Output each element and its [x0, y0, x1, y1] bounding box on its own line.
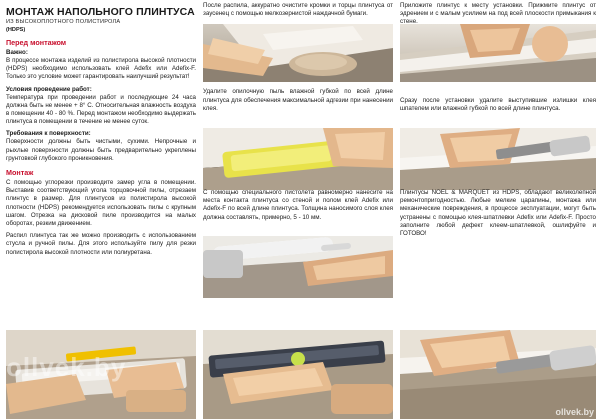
section-mounting: Монтаж	[6, 168, 34, 178]
section-before-mounting: Перед монтажом	[6, 38, 67, 47]
watermark-small: ollvek.by	[555, 407, 594, 417]
photo-applying-glue-gun	[203, 236, 393, 298]
page-subtitle: ИЗ ВЫСОКОПЛОТНОГО ПОЛИСТИРОЛА	[6, 19, 121, 25]
text-glue-application: С помощью специального пистолета равномерно нанесите на места контакта плинтуса со стеной и полом клей Adefix или Adefix-F по всей длине плинтуса. Толщина наносимого слоя клея должна составлять, примерно, 5 - 10 мм.	[203, 189, 393, 221]
text-mounting-2: Распил плинтуса так же можно производить с использованием стусла и ручной пилы. Для этого используйте пилу для резки полистирола высокой плотности или полиуретана.	[6, 232, 196, 256]
text-wiping-dust: Удалите опилочную пыль влажной губкой по всей длине плинтуса для обеспечения максимальной адгезии при нанесении клея.	[203, 88, 393, 112]
text-mounting-1: С помощью углорезки производите замер угла в помещении. Выставив соответствующий угола торцовочной пилы, отрезаем плинтус в размер. Для плинтусов из полистирола высокой плотности (HDPS) рекомендуется использовать пилы с крупным шагом. Отрезка на дисковой пиле производится на малых оборотах, резким движением.	[6, 179, 196, 228]
text-important: В процессе монтажа изделий из полистирола высокой плотности (HDPS) необходимо использовать клей Adefix или Adefix-F. Только это условие может гарантировать наилучший результат!	[6, 57, 196, 81]
column-1	[6, 0, 196, 261]
watermark: ollvek.by	[6, 352, 127, 382]
label-surface-requirements: Требования к поверхности:	[6, 130, 91, 138]
text-press-to-wall: Приложите плинтус к месту установки. Прижмите плинтус от эдрением и с малым усилием на под всей плоскости примыкания к стене.	[400, 2, 596, 26]
page-abbrev: (HDPS)	[6, 27, 26, 33]
photo-miter-box-cutting	[6, 330, 196, 419]
label-important: Важно:	[6, 49, 28, 56]
text-conditions: Температура при проведении работ и последующие 24 часа должна быть не менее + 8° С. Относительная влажность воздуха в помещении 40 - 80 %. Перед монтажом необходимо выдержать плинтуса в помещении в течение не менее суток.	[6, 93, 196, 126]
text-surface-requirements: Поверхности должны быть чистыми, сухими. Непрочные и рыхлые поверхности должны быть предварительно укреплены грунтовкой глубокого проникновения.	[6, 138, 196, 162]
text-sanding: После распила, аккуратно очистите кромки и торцы плинтуса от заусенец с помощью мелкозернистой наждачной бумаги.	[203, 2, 393, 18]
page-title: МОНТАЖ НАПОЛЬНОГО ПЛИНТУСА	[6, 6, 195, 18]
photo-finishing-corner	[400, 330, 596, 419]
column-3	[400, 0, 596, 242]
photo-measuring-angle	[203, 330, 393, 419]
text-remove-excess-glue: Сразу после установки удалите выступившие излишки клея шпателем или влажной губкой по всей длине плинтуса.	[400, 96, 596, 112]
column-2	[203, 0, 393, 226]
label-conditions: Условия проведение работ:	[6, 85, 92, 93]
text-repairability: Плинтусы NOEL & MARQUET из HDPS, обладают великолепной ремонтопригодностью. Любые мелкие царапины, монтажа или механические повреждения, в процессе эксплуатации, могут быть устранены с помощью клея-шпатлевки Adefix или Adefix-F. Просто заполните любой дефект клеем-шпатлевкой, ошлифуйте и ГОТОВО!	[400, 189, 596, 238]
